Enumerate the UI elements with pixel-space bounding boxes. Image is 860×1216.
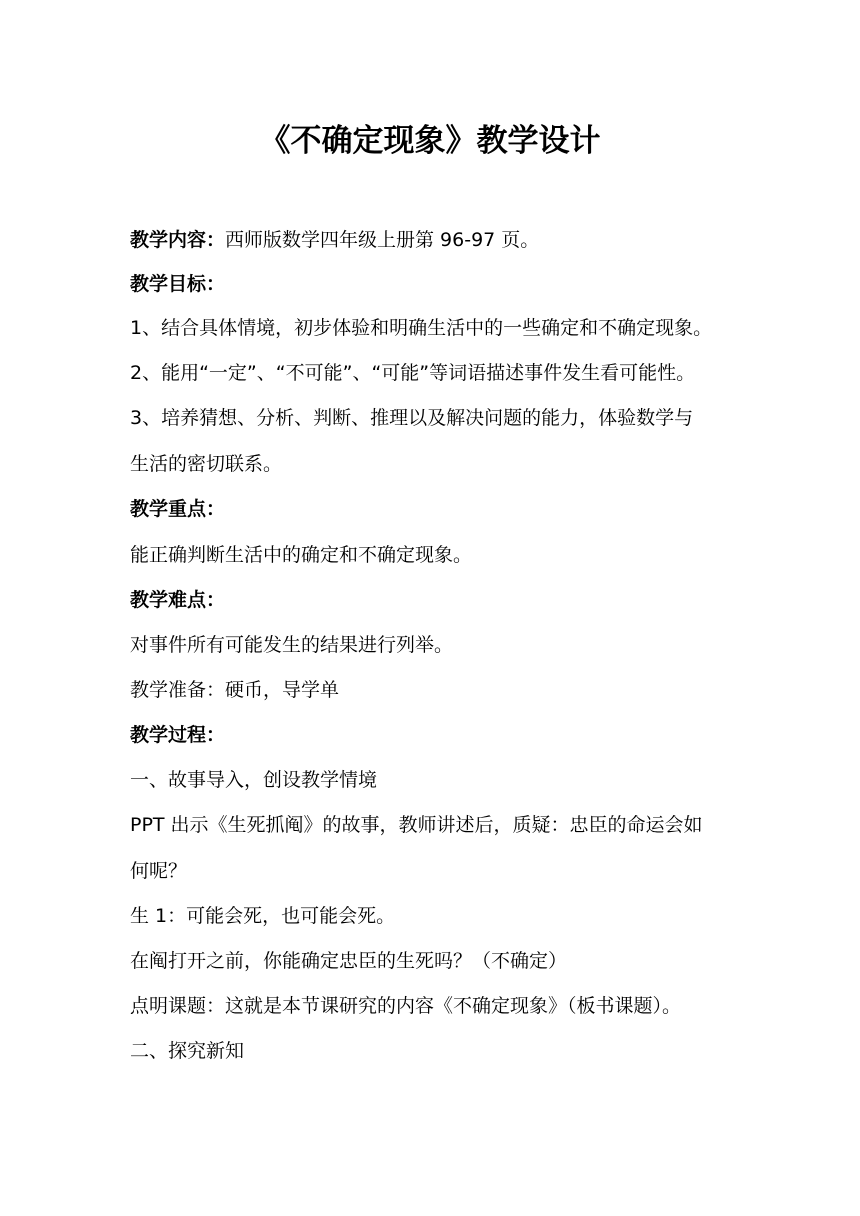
teaching-content-line [130,225,740,255]
section-1-heading: 一、故事导入，创设教学情境 [130,769,378,791]
ppt-story-line-2: 何呢？ [130,860,188,882]
objective-2: 2、能用“一定”、“不可能”、“可能”等词语描述事件发生看可能性。 [130,362,696,384]
document-title: 《不确定现象》教学设计 [259,123,601,159]
objective-3-line-1: 3、培养猜想、分析、判断、推理以及解决问题的能力，体验数学与 [130,407,694,429]
teacher-question: 在阄打开之前，你能确定忠臣的生死吗？（不确定） [130,950,568,972]
key-point-text: 能正确判断生活中的确定和不确定现象。 [130,544,473,566]
teaching-objectives-heading: 教学目标： [130,273,226,295]
section-2-heading: 二、探究新知 [130,1040,245,1062]
difficulty-heading: 教学难点： [130,589,226,611]
teaching-preparation: 教学准备：硬币，导学单 [130,679,340,701]
difficulty-text: 对事件所有可能发生的结果进行列举。 [130,634,454,656]
teaching-process-heading: 教学过程： [130,724,226,746]
teaching-content-value: 西师版数学四年级上册第 96-97 页。 [225,229,540,251]
objective-3-line-2: 生活的密切联系。 [130,453,283,475]
objective-1: 1、结合具体情境，初步体验和明确生活中的一些确定和不确定现象。 [130,317,713,339]
topic-reveal: 点明课题：这就是本节课研究的内容《不确定现象》（板书课题）。 [130,995,682,1017]
student-1-answer: 生 1：可能会死，也可能会死。 [130,905,396,927]
key-point-heading: 教学重点： [130,498,226,520]
teaching-content-label: 教学内容： [130,229,226,251]
ppt-story-line-1: PPT 出示《生死抓阄》的故事，教师讲述后，质疑：忠臣的命运会如 [130,814,703,836]
